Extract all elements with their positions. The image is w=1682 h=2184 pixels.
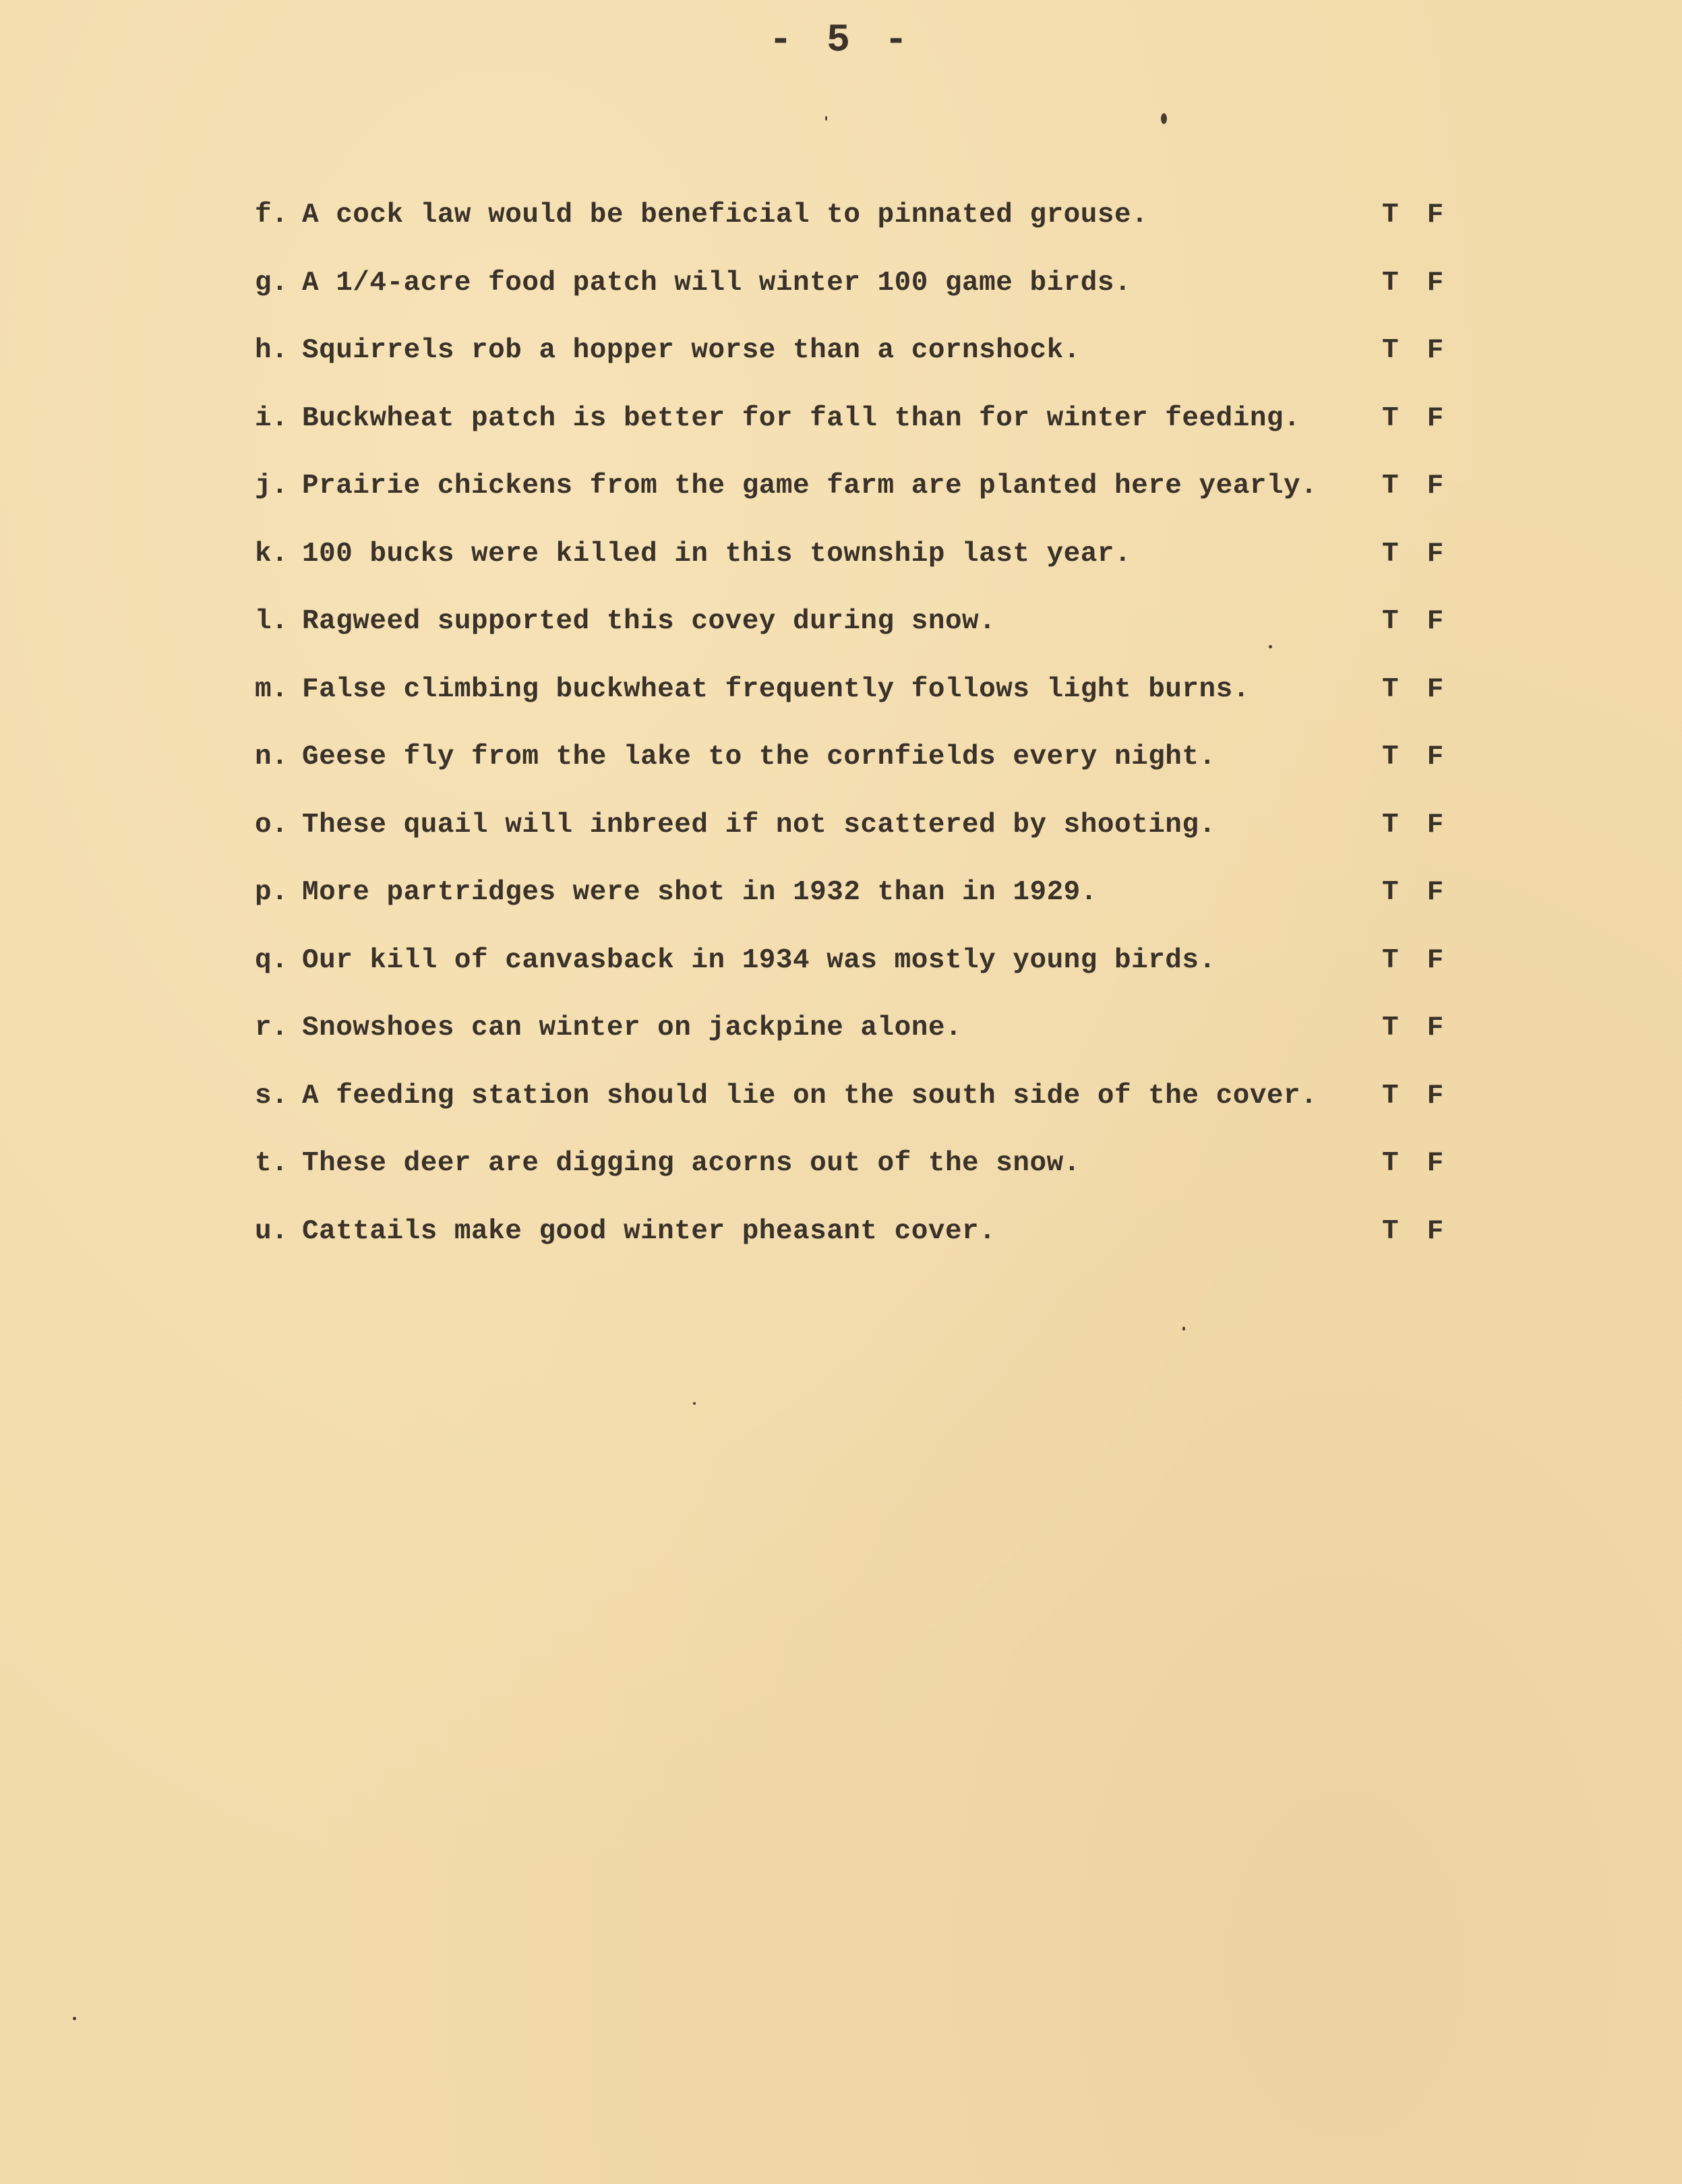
question-row bbox=[255, 869, 1468, 937]
question-row bbox=[255, 1140, 1468, 1208]
true-option: T bbox=[1382, 471, 1399, 502]
true-false-choices bbox=[1382, 1072, 1443, 1120]
true-option: T bbox=[1382, 1215, 1399, 1247]
question-row bbox=[255, 191, 1468, 260]
true-option: T bbox=[1382, 809, 1399, 841]
question-letter: q. bbox=[255, 944, 289, 976]
question-text: Our kill of canvasback in 1934 was mostly young birds. bbox=[302, 944, 1216, 976]
true-option: T bbox=[1382, 673, 1399, 705]
true-option: T bbox=[1382, 1012, 1399, 1043]
question-letter: k. bbox=[255, 538, 289, 570]
false-option: F bbox=[1426, 471, 1444, 502]
question-text: Snowshoes can winter on jackpine alone. bbox=[302, 1012, 963, 1043]
false-option: F bbox=[1426, 1148, 1444, 1179]
question-letter: u. bbox=[255, 1215, 289, 1247]
question-text: False climbing buckwheat frequently follows light burns. bbox=[302, 673, 1250, 705]
false-option: F bbox=[1426, 538, 1444, 570]
question-letter: s. bbox=[255, 1080, 289, 1112]
question-letter: t. bbox=[255, 1148, 289, 1179]
false-option: F bbox=[1426, 267, 1444, 299]
true-false-choices bbox=[1382, 1208, 1443, 1255]
question-text: Prairie chickens from the game farm are planted here yearly. bbox=[302, 471, 1318, 502]
paper-speck bbox=[1269, 645, 1272, 648]
question-text: Squirrels rob a hopper worse than a cornshock. bbox=[302, 335, 1081, 366]
question-text: These deer are digging acorns out of the snow. bbox=[302, 1148, 1081, 1179]
question-row bbox=[255, 260, 1468, 328]
question-row bbox=[255, 462, 1468, 530]
question-text: A 1/4-acre food patch will winter 100 game birds. bbox=[302, 267, 1132, 299]
true-false-choices bbox=[1382, 530, 1443, 578]
question-row bbox=[255, 666, 1468, 734]
question-letter: g. bbox=[255, 267, 289, 299]
true-option: T bbox=[1382, 538, 1399, 570]
question-row bbox=[255, 801, 1468, 870]
true-false-question-list bbox=[255, 191, 1468, 1275]
paper-speck bbox=[1182, 1327, 1185, 1331]
true-false-choices bbox=[1382, 598, 1443, 645]
question-letter: n. bbox=[255, 741, 289, 772]
true-option: T bbox=[1382, 402, 1399, 434]
true-false-choices bbox=[1382, 462, 1443, 510]
false-option: F bbox=[1426, 809, 1444, 841]
true-option: T bbox=[1382, 741, 1399, 772]
question-text: A cock law would be beneficial to pinnated grouse. bbox=[302, 200, 1149, 231]
true-false-choices bbox=[1382, 260, 1443, 307]
true-option: T bbox=[1382, 200, 1399, 231]
true-false-choices bbox=[1382, 395, 1443, 442]
question-row bbox=[255, 937, 1468, 1005]
question-letter: i. bbox=[255, 402, 289, 434]
question-row bbox=[255, 1072, 1468, 1141]
question-letter: p. bbox=[255, 877, 289, 908]
question-text: Ragweed supported this covey during snow. bbox=[302, 606, 996, 637]
question-letter: l. bbox=[255, 606, 289, 637]
paper-speck bbox=[73, 2017, 76, 2020]
true-false-choices bbox=[1382, 801, 1443, 849]
true-false-choices bbox=[1382, 327, 1443, 374]
true-false-choices bbox=[1382, 666, 1443, 713]
question-text: Buckwheat patch is better for fall than for winter feeding. bbox=[302, 402, 1301, 434]
question-letter: h. bbox=[255, 335, 289, 366]
false-option: F bbox=[1426, 877, 1444, 908]
page-number: - 5 - bbox=[769, 19, 913, 63]
question-text: Cattails make good winter pheasant cover. bbox=[302, 1215, 996, 1247]
question-row bbox=[255, 598, 1468, 666]
question-text: Geese fly from the lake to the cornfields every night. bbox=[302, 741, 1216, 772]
paper-speck bbox=[1161, 113, 1167, 124]
question-text: More partridges were shot in 1932 than in 1929. bbox=[302, 877, 1098, 908]
true-false-choices bbox=[1382, 733, 1443, 781]
question-row bbox=[255, 733, 1468, 801]
paper-speck bbox=[693, 1402, 696, 1405]
question-letter: m. bbox=[255, 673, 289, 705]
question-text: These quail will inbreed if not scattered by shooting. bbox=[302, 809, 1216, 841]
true-false-choices bbox=[1382, 1004, 1443, 1052]
true-false-choices bbox=[1382, 191, 1443, 239]
false-option: F bbox=[1426, 1012, 1444, 1043]
question-letter: o. bbox=[255, 809, 289, 841]
question-row bbox=[255, 530, 1468, 599]
false-option: F bbox=[1426, 606, 1444, 637]
question-row bbox=[255, 1208, 1468, 1276]
true-option: T bbox=[1382, 606, 1399, 637]
question-row bbox=[255, 1004, 1468, 1072]
false-option: F bbox=[1426, 944, 1444, 976]
question-text: 100 bucks were killed in this township last year. bbox=[302, 538, 1132, 570]
true-false-choices bbox=[1382, 869, 1443, 916]
true-option: T bbox=[1382, 1080, 1399, 1112]
false-option: F bbox=[1426, 1080, 1444, 1112]
question-letter: f. bbox=[255, 200, 289, 231]
false-option: F bbox=[1426, 1215, 1444, 1247]
question-row bbox=[255, 327, 1468, 395]
question-letter: r. bbox=[255, 1012, 289, 1043]
paper-speck bbox=[825, 116, 827, 121]
true-false-choices bbox=[1382, 1140, 1443, 1187]
true-option: T bbox=[1382, 1148, 1399, 1179]
false-option: F bbox=[1426, 741, 1444, 772]
true-option: T bbox=[1382, 267, 1399, 299]
false-option: F bbox=[1426, 673, 1444, 705]
false-option: F bbox=[1426, 200, 1444, 231]
false-option: F bbox=[1426, 335, 1444, 366]
true-option: T bbox=[1382, 335, 1399, 366]
true-option: T bbox=[1382, 877, 1399, 908]
question-letter: j. bbox=[255, 471, 289, 502]
true-option: T bbox=[1382, 944, 1399, 976]
false-option: F bbox=[1426, 402, 1444, 434]
question-row bbox=[255, 395, 1468, 463]
true-false-choices bbox=[1382, 937, 1443, 984]
question-text: A feeding station should lie on the south side of the cover. bbox=[302, 1080, 1318, 1112]
